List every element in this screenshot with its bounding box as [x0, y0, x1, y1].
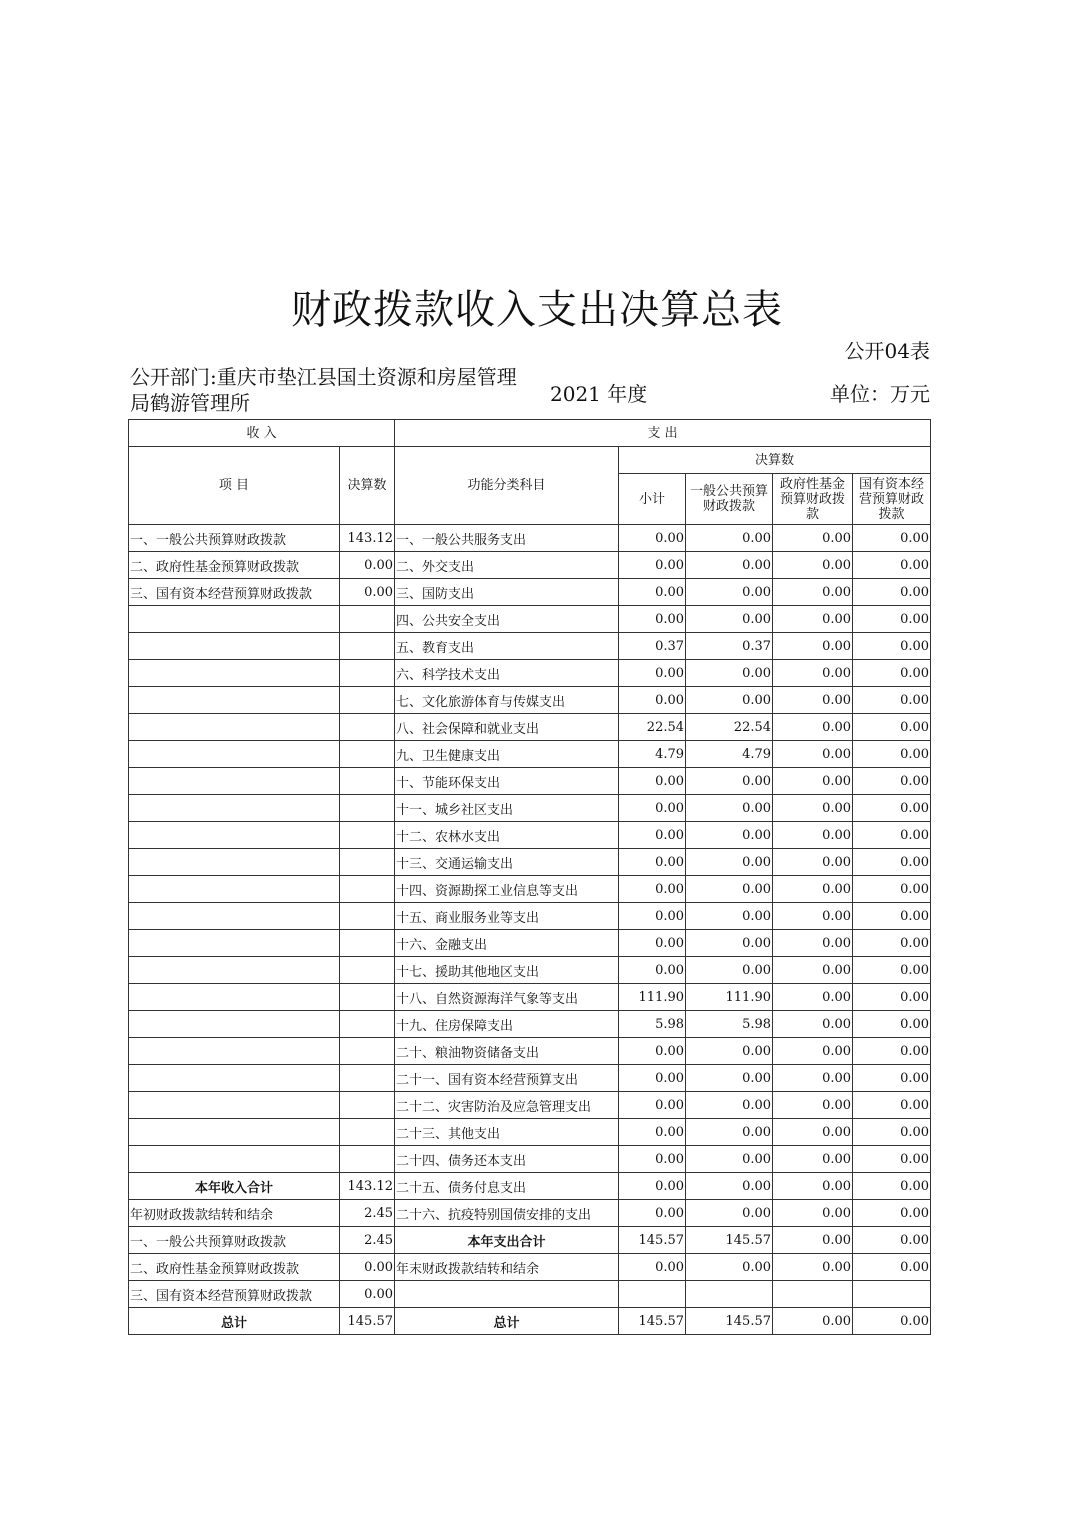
govfund-cell: 0.00 [773, 957, 853, 984]
income-item-cell [129, 1092, 340, 1119]
general-cell: 0.00 [686, 525, 773, 552]
general-cell: 0.00 [686, 957, 773, 984]
income-item-cell: 年初财政拨款结转和结余 [129, 1200, 340, 1227]
income-item-cell [129, 660, 340, 687]
general-cell: 5.98 [686, 1011, 773, 1038]
govfund-cell: 0.00 [773, 984, 853, 1011]
subtotal-cell [619, 1281, 686, 1308]
general-cell: 0.00 [686, 903, 773, 930]
table-row [129, 1254, 931, 1281]
table-row [129, 606, 931, 633]
subtotal-cell: 0.00 [619, 957, 686, 984]
table-row [129, 1011, 931, 1038]
income-item-cell [129, 903, 340, 930]
expense-item-cell: 五、教育支出 [395, 633, 619, 660]
general-cell: 0.00 [686, 552, 773, 579]
subtotal-cell: 111.90 [619, 984, 686, 1011]
expense-item-cell: 三、国防支出 [395, 579, 619, 606]
table-row [129, 579, 931, 606]
income-item-cell [129, 687, 340, 714]
expense-item-cell: 二十一、国有资本经营预算支出 [395, 1065, 619, 1092]
soe-cell: 0.00 [853, 876, 931, 903]
subtotal-cell: 0.00 [619, 768, 686, 795]
soe-cell: 0.00 [853, 1011, 931, 1038]
soe-cell: 0.00 [853, 1119, 931, 1146]
income-item-cell [129, 1119, 340, 1146]
subtotal-cell: 0.00 [619, 1173, 686, 1200]
income-item-cell [129, 822, 340, 849]
income-amount-cell [340, 660, 395, 687]
expense-item-cell: 十八、自然资源海洋气象等支出 [395, 984, 619, 1011]
income-amount-cell [340, 822, 395, 849]
income-amount-cell [340, 1065, 395, 1092]
expense-item-cell: 十六、金融支出 [395, 930, 619, 957]
expense-item-cell: 二、外交支出 [395, 552, 619, 579]
income-amount-cell [340, 741, 395, 768]
table-row [129, 1119, 931, 1146]
govfund-cell: 0.00 [773, 903, 853, 930]
general-cell: 0.00 [686, 1146, 773, 1173]
subtotal-cell: 0.00 [619, 1254, 686, 1281]
subtotal-cell: 22.54 [619, 714, 686, 741]
expense-item-cell: 二十三、其他支出 [395, 1119, 619, 1146]
soe-cell: 0.00 [853, 1173, 931, 1200]
general-cell: 0.00 [686, 1092, 773, 1119]
general-cell: 111.90 [686, 984, 773, 1011]
table-body [129, 420, 931, 1335]
table-row [129, 1092, 931, 1119]
income-item-cell [129, 714, 340, 741]
income-amount-cell: 2.45 [340, 1200, 395, 1227]
subtotal-cell: 145.57 [619, 1227, 686, 1254]
subtotal-cell: 0.00 [619, 525, 686, 552]
subtotal-cell: 0.00 [619, 1065, 686, 1092]
expense-item-cell: 四、公共安全支出 [395, 606, 619, 633]
general-cell: 0.00 [686, 579, 773, 606]
subtotal-cell: 145.57 [619, 1308, 686, 1335]
expense-header: 支 出 [395, 420, 931, 447]
income-amount-cell [340, 768, 395, 795]
income-amount-cell [340, 1038, 395, 1065]
soe-cell: 0.00 [853, 1038, 931, 1065]
amount-header: 决算数 [340, 447, 395, 525]
income-amount-cell [340, 1119, 395, 1146]
soe-cell: 0.00 [853, 1200, 931, 1227]
govfund-cell: 0.00 [773, 822, 853, 849]
expense-item-cell: 十二、农林水支出 [395, 822, 619, 849]
table-row [129, 768, 931, 795]
soe-cell: 0.00 [853, 768, 931, 795]
govfund-cell: 0.00 [773, 1119, 853, 1146]
income-item-cell [129, 1146, 340, 1173]
income-item-cell [129, 930, 340, 957]
income-amount-cell [340, 876, 395, 903]
income-item-cell [129, 741, 340, 768]
govfund-cell: 0.00 [773, 525, 853, 552]
soe-cell: 0.00 [853, 552, 931, 579]
expense-item-cell: 十七、援助其他地区支出 [395, 957, 619, 984]
govfund-cell: 0.00 [773, 1146, 853, 1173]
income-item-cell [129, 1011, 340, 1038]
general-cell: 0.00 [686, 660, 773, 687]
soe-cell: 0.00 [853, 1254, 931, 1281]
soe-cell: 0.00 [853, 903, 931, 930]
header-row-2 [129, 447, 931, 474]
income-amount-cell [340, 795, 395, 822]
income-amount-cell: 2.45 [340, 1227, 395, 1254]
govfund-cell: 0.00 [773, 660, 853, 687]
income-amount-cell: 0.00 [340, 579, 395, 606]
income-item-cell: 一、一般公共预算财政拨款 [129, 525, 340, 552]
expense-item-cell: 二十二、灾害防治及应急管理支出 [395, 1092, 619, 1119]
expense-item-cell: 七、文化旅游体育与传媒支出 [395, 687, 619, 714]
expense-item-cell: 十九、住房保障支出 [395, 1011, 619, 1038]
soe-cell: 0.00 [853, 714, 931, 741]
subtotal-cell: 0.37 [619, 633, 686, 660]
income-header: 收 入 [129, 420, 395, 447]
income-item-cell [129, 1038, 340, 1065]
general-cell: 0.00 [686, 795, 773, 822]
table-row [129, 1281, 931, 1308]
income-item-cell [129, 957, 340, 984]
income-amount-cell: 0.00 [340, 1254, 395, 1281]
expense-item-cell: 十四、资源勘探工业信息等支出 [395, 876, 619, 903]
general-cell: 0.00 [686, 1065, 773, 1092]
govfund-cell: 0.00 [773, 930, 853, 957]
income-amount-cell [340, 714, 395, 741]
expense-item-cell [395, 1281, 619, 1308]
general-cell [686, 1281, 773, 1308]
expense-item-cell: 总计 [395, 1308, 619, 1335]
item-header: 项 目 [129, 447, 340, 525]
income-item-cell: 三、国有资本经营预算财政拨款 [129, 579, 340, 606]
income-amount-cell [340, 1011, 395, 1038]
expense-item-cell: 年末财政拨款结转和结余 [395, 1254, 619, 1281]
subtotal-cell: 0.00 [619, 1092, 686, 1119]
table-row [129, 660, 931, 687]
page-title: 财政拨款收入支出决算总表 [291, 287, 783, 333]
govfund-cell: 0.00 [773, 1011, 853, 1038]
table-row [129, 1227, 931, 1254]
general-cell: 0.37 [686, 633, 773, 660]
general-cell: 0.00 [686, 876, 773, 903]
table-row [129, 741, 931, 768]
govfund-cell: 0.00 [773, 579, 853, 606]
general-cell: 0.00 [686, 1200, 773, 1227]
form-code: 公开04表 [844, 339, 930, 363]
general-cell: 145.57 [686, 1308, 773, 1335]
govfund-cell: 0.00 [773, 606, 853, 633]
soe-cell [853, 1281, 931, 1308]
expense-item-cell: 六、科学技术支出 [395, 660, 619, 687]
govfund-cell: 0.00 [773, 741, 853, 768]
govfund-cell: 0.00 [773, 849, 853, 876]
income-item-cell: 一、一般公共预算财政拨款 [129, 1227, 340, 1254]
table-row [129, 525, 931, 552]
soe-cell: 0.00 [853, 633, 931, 660]
subtotal-cell: 0.00 [619, 687, 686, 714]
govfund-cell: 0.00 [773, 876, 853, 903]
table-row [129, 1146, 931, 1173]
expense-item-cell: 二十四、债务还本支出 [395, 1146, 619, 1173]
subtotal-cell: 0.00 [619, 930, 686, 957]
expense-item-cell: 二十五、债务付息支出 [395, 1173, 619, 1200]
table-row [129, 822, 931, 849]
income-item-cell [129, 1065, 340, 1092]
subtotal-cell: 0.00 [619, 579, 686, 606]
finance-table [128, 419, 931, 1335]
income-item-cell: 本年收入合计 [129, 1173, 340, 1200]
income-item-cell [129, 606, 340, 633]
unit-label: 单位：万元 [830, 382, 930, 406]
govfund-cell: 0.00 [773, 1254, 853, 1281]
govfund-header: 政府性基金预算财政拨款 [773, 474, 853, 525]
general-cell: 0.00 [686, 1173, 773, 1200]
income-item-cell [129, 633, 340, 660]
income-amount-cell: 143.12 [340, 1173, 395, 1200]
general-cell: 0.00 [686, 1119, 773, 1146]
income-item-cell: 二、政府性基金预算财政拨款 [129, 1254, 340, 1281]
table-row [129, 1308, 931, 1335]
income-item-cell: 二、政府性基金预算财政拨款 [129, 552, 340, 579]
expense-item-cell: 十一、城乡社区支出 [395, 795, 619, 822]
year-label: 2021 年度 [550, 382, 648, 406]
subtotal-cell: 0.00 [619, 1038, 686, 1065]
income-amount-cell [340, 1146, 395, 1173]
header-row-1 [129, 420, 931, 447]
soe-cell: 0.00 [853, 1146, 931, 1173]
general-cell: 0.00 [686, 930, 773, 957]
income-item-cell: 三、国有资本经营预算财政拨款 [129, 1281, 340, 1308]
function-header: 功能分类科目 [395, 447, 619, 525]
soe-cell: 0.00 [853, 1227, 931, 1254]
expense-item-cell: 十五、商业服务业等支出 [395, 903, 619, 930]
general-cell: 0.00 [686, 1254, 773, 1281]
soe-cell: 0.00 [853, 687, 931, 714]
expense-item-cell: 九、卫生健康支出 [395, 741, 619, 768]
govfund-cell: 0.00 [773, 1038, 853, 1065]
govfund-cell: 0.00 [773, 795, 853, 822]
subtotal-cell: 0.00 [619, 849, 686, 876]
income-amount-cell [340, 957, 395, 984]
income-item-cell [129, 876, 340, 903]
general-header: 一般公共预算财政拨款 [686, 474, 773, 525]
department-label: 公开部门:重庆市垫江县国土资源和房屋管理局鹤游管理所 [130, 365, 517, 415]
table-row [129, 903, 931, 930]
income-amount-cell [340, 606, 395, 633]
table-row [129, 714, 931, 741]
general-cell: 0.00 [686, 849, 773, 876]
subtotal-cell: 0.00 [619, 795, 686, 822]
general-cell: 0.00 [686, 768, 773, 795]
soe-header: 国有资本经营预算财政拨款 [853, 474, 931, 525]
govfund-cell: 0.00 [773, 714, 853, 741]
soe-cell: 0.00 [853, 822, 931, 849]
govfund-cell [773, 1281, 853, 1308]
income-amount-cell [340, 849, 395, 876]
expense-item-cell: 十、节能环保支出 [395, 768, 619, 795]
expense-item-cell: 二十六、抗疫特别国债安排的支出 [395, 1200, 619, 1227]
table-row [129, 687, 931, 714]
soe-cell: 0.00 [853, 606, 931, 633]
general-cell: 22.54 [686, 714, 773, 741]
expense-item-cell: 八、社会保障和就业支出 [395, 714, 619, 741]
soe-cell: 0.00 [853, 525, 931, 552]
table-row [129, 1065, 931, 1092]
table-row [129, 795, 931, 822]
govfund-cell: 0.00 [773, 1308, 853, 1335]
subtotal-cell: 0.00 [619, 876, 686, 903]
general-cell: 0.00 [686, 687, 773, 714]
soe-cell: 0.00 [853, 660, 931, 687]
table-row [129, 1200, 931, 1227]
subtotal-cell: 0.00 [619, 822, 686, 849]
soe-cell: 0.00 [853, 1092, 931, 1119]
soe-cell: 0.00 [853, 1308, 931, 1335]
subtotal-cell: 0.00 [619, 1200, 686, 1227]
table-row [129, 957, 931, 984]
govfund-cell: 0.00 [773, 1065, 853, 1092]
general-cell: 4.79 [686, 741, 773, 768]
subtotal-cell: 0.00 [619, 660, 686, 687]
table-row [129, 930, 931, 957]
soe-cell: 0.00 [853, 795, 931, 822]
subtotal-cell: 0.00 [619, 606, 686, 633]
soe-cell: 0.00 [853, 579, 931, 606]
soe-cell: 0.00 [853, 930, 931, 957]
income-amount-cell [340, 1092, 395, 1119]
govfund-cell: 0.00 [773, 552, 853, 579]
table-row [129, 1038, 931, 1065]
income-item-cell [129, 795, 340, 822]
income-amount-cell [340, 687, 395, 714]
soe-cell: 0.00 [853, 957, 931, 984]
general-cell: 0.00 [686, 606, 773, 633]
govfund-cell: 0.00 [773, 768, 853, 795]
soe-cell: 0.00 [853, 849, 931, 876]
income-item-cell: 总计 [129, 1308, 340, 1335]
subtotal-cell: 0.00 [619, 552, 686, 579]
income-amount-cell [340, 984, 395, 1011]
income-amount-cell [340, 930, 395, 957]
income-amount-cell: 0.00 [340, 552, 395, 579]
income-item-cell [129, 768, 340, 795]
income-amount-cell: 143.12 [340, 525, 395, 552]
govfund-cell: 0.00 [773, 1200, 853, 1227]
table-row [129, 849, 931, 876]
subtotal-cell: 4.79 [619, 741, 686, 768]
table-row [129, 876, 931, 903]
income-amount-cell: 145.57 [340, 1308, 395, 1335]
general-cell: 145.57 [686, 1227, 773, 1254]
expense-item-cell: 一、一般公共服务支出 [395, 525, 619, 552]
soe-cell: 0.00 [853, 1065, 931, 1092]
general-cell: 0.00 [686, 1038, 773, 1065]
govfund-cell: 0.00 [773, 1227, 853, 1254]
govfund-cell: 0.00 [773, 687, 853, 714]
subtotal-cell: 0.00 [619, 1119, 686, 1146]
table-row [129, 552, 931, 579]
govfund-cell: 0.00 [773, 633, 853, 660]
final-header: 决算数 [619, 447, 931, 474]
subtotal-header: 小计 [619, 474, 686, 525]
income-item-cell [129, 984, 340, 1011]
general-cell: 0.00 [686, 822, 773, 849]
expense-item-cell: 本年支出合计 [395, 1227, 619, 1254]
subtotal-cell: 5.98 [619, 1011, 686, 1038]
income-amount-cell [340, 903, 395, 930]
table-row [129, 633, 931, 660]
subtotal-cell: 0.00 [619, 903, 686, 930]
subtotal-cell: 0.00 [619, 1146, 686, 1173]
table-row [129, 984, 931, 1011]
income-amount-cell: 0.00 [340, 1281, 395, 1308]
govfund-cell: 0.00 [773, 1092, 853, 1119]
soe-cell: 0.00 [853, 741, 931, 768]
expense-item-cell: 二十、粮油物资储备支出 [395, 1038, 619, 1065]
soe-cell: 0.00 [853, 984, 931, 1011]
table-row [129, 1173, 931, 1200]
expense-item-cell: 十三、交通运输支出 [395, 849, 619, 876]
govfund-cell: 0.00 [773, 1173, 853, 1200]
income-amount-cell [340, 633, 395, 660]
income-item-cell [129, 849, 340, 876]
